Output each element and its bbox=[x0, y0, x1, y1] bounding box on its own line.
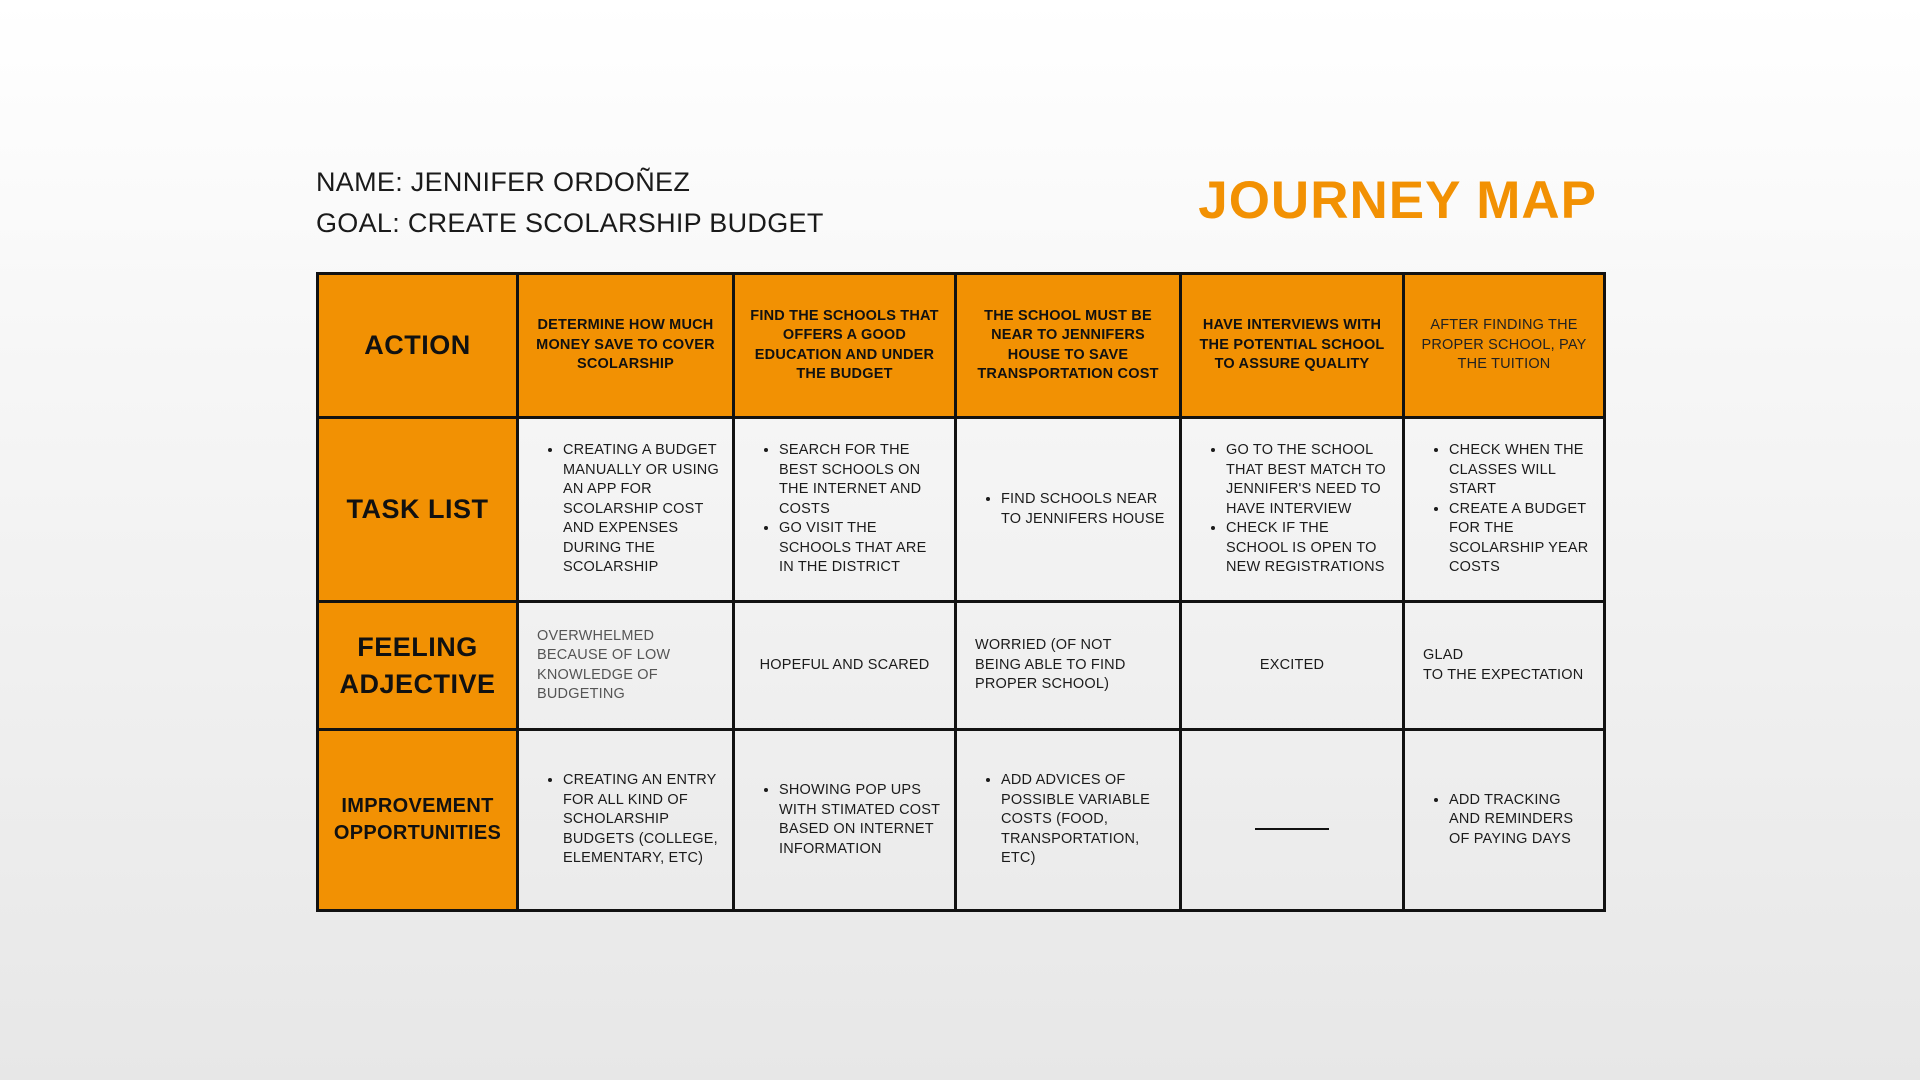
row-header-feeling bbox=[318, 602, 518, 730]
empty-dash-line bbox=[1255, 828, 1329, 830]
task-cell bbox=[518, 418, 734, 602]
task-cell bbox=[956, 418, 1181, 602]
page-title: JOURNEY MAP bbox=[1198, 171, 1597, 230]
improvement-cell bbox=[734, 730, 956, 911]
improvement-cell bbox=[1404, 730, 1605, 911]
task-cell bbox=[1181, 418, 1404, 602]
task-item: • CREATING A BUDGET MANUALLY OR USING AN APP FOR SCOLARSHIP COST AND EXPENSES DURING THE SCOLARSHIP bbox=[563, 441, 720, 578]
improvement-cell bbox=[956, 730, 1181, 911]
task-list-row bbox=[318, 418, 1605, 602]
task-cell bbox=[1404, 418, 1605, 602]
task-item: • FIND SCHOOLS NEAR TO JENNIFERS HOUSE bbox=[1001, 490, 1167, 529]
feeling-cell: OVERWHELMED BECAUSE OF LOW KNOWLEDGE OF BUDGETING bbox=[518, 602, 734, 730]
task-item: • GO VISIT THE SCHOOLS THAT ARE IN THE DISTRICT bbox=[779, 519, 942, 578]
improvement-bullet-list bbox=[957, 771, 1179, 869]
action-cell: HAVE INTERVIEWS WITH THE POTENTIAL SCHOOL TO ASSURE QUALITY bbox=[1181, 274, 1404, 418]
improvement-row bbox=[318, 730, 1605, 911]
task-item: • SEARCH FOR THE BEST SCHOOLS ON THE INTERNET AND COSTS bbox=[779, 441, 942, 519]
row-header-action bbox=[318, 274, 518, 418]
improvement-item: • SHOWING POP UPS WITH STIMATED COST BASED ON INTERNET INFORMATION bbox=[779, 781, 942, 859]
row-header-improvement bbox=[318, 730, 518, 911]
feeling-row bbox=[318, 602, 1605, 730]
persona-name: NAME: JENNIFER ORDOÑEZ bbox=[316, 167, 691, 197]
row-header-label-line1: IMPROVEMENT bbox=[341, 795, 494, 818]
row-header-label-line2: ADJECTIVE bbox=[339, 668, 496, 699]
feeling-cell: EXCITED bbox=[1181, 602, 1404, 730]
task-bullet-list bbox=[957, 490, 1179, 529]
task-item: • GO TO THE SCHOOL THAT BEST MATCH TO JENNIFER'S NEED TO HAVE INTERVIEW bbox=[1226, 441, 1390, 519]
feeling-cell: WORRIED (OF NOT BEING ABLE TO FIND PROPER SCHOOL) bbox=[956, 602, 1181, 730]
row-header-label-line2: OPPORTUNITIES bbox=[333, 822, 502, 845]
feeling-cell bbox=[1404, 602, 1605, 730]
row-header-label: ACTION bbox=[364, 330, 471, 361]
task-bullet-list bbox=[1182, 441, 1402, 578]
feeling-line: GLAD bbox=[1423, 647, 1464, 664]
action-row bbox=[318, 274, 1605, 418]
task-bullet-list bbox=[1405, 441, 1603, 578]
improvement-item: • ADD TRACKING AND REMINDERS OF PAYING DAYS bbox=[1449, 791, 1591, 850]
task-item: • CHECK WHEN THE CLASSES WILL START bbox=[1449, 441, 1591, 500]
improvement-item: • CREATING AN ENTRY FOR ALL KIND OF SCHOLARSHIP BUDGETS (COLLEGE, ELEMENTARY, ETC) bbox=[563, 771, 720, 869]
action-cell: FIND THE SCHOOLS THAT OFFERS A GOOD EDUCATION AND UNDER THE BUDGET bbox=[734, 274, 956, 418]
persona-goal: GOAL: CREATE SCOLARSHIP BUDGET bbox=[316, 208, 824, 238]
row-header-label-line1: FEELING bbox=[357, 631, 478, 662]
improvement-bullet-list bbox=[735, 781, 954, 859]
journey-map-table bbox=[316, 272, 1606, 912]
action-cell: THE SCHOOL MUST BE NEAR TO JENNIFERS HOUSE TO SAVE TRANSPORTATION COST bbox=[956, 274, 1181, 418]
task-bullet-list bbox=[735, 441, 954, 578]
action-cell: DETERMINE HOW MUCH MONEY SAVE TO COVER SCOLARSHIP bbox=[518, 274, 734, 418]
feeling-cell: HOPEFUL AND SCARED bbox=[734, 602, 956, 730]
action-cell: AFTER FINDING THE PROPER SCHOOL, PAY THE TUITION bbox=[1404, 274, 1605, 418]
task-bullet-list bbox=[519, 441, 732, 578]
row-header-task-list bbox=[318, 418, 518, 602]
improvement-item: • ADD ADVICES OF POSSIBLE VARIABLE COSTS (FOOD, TRANSPORTATION, ETC) bbox=[1001, 771, 1167, 869]
task-item: • CHECK IF THE SCHOOL IS OPEN TO NEW REGISTRATIONS bbox=[1226, 519, 1390, 578]
row-header-label: TASK LIST bbox=[346, 494, 489, 525]
persona-info bbox=[316, 162, 824, 244]
feeling-line: TO THE EXPECTATION bbox=[1423, 666, 1584, 683]
task-item: • CREATE A BUDGET FOR THE SCOLARSHIP YEAR COSTS bbox=[1449, 500, 1591, 578]
improvement-cell bbox=[518, 730, 734, 911]
improvement-bullet-list bbox=[1405, 791, 1603, 850]
improvement-bullet-list bbox=[519, 771, 732, 869]
task-cell bbox=[734, 418, 956, 602]
improvement-cell-empty bbox=[1181, 730, 1404, 911]
